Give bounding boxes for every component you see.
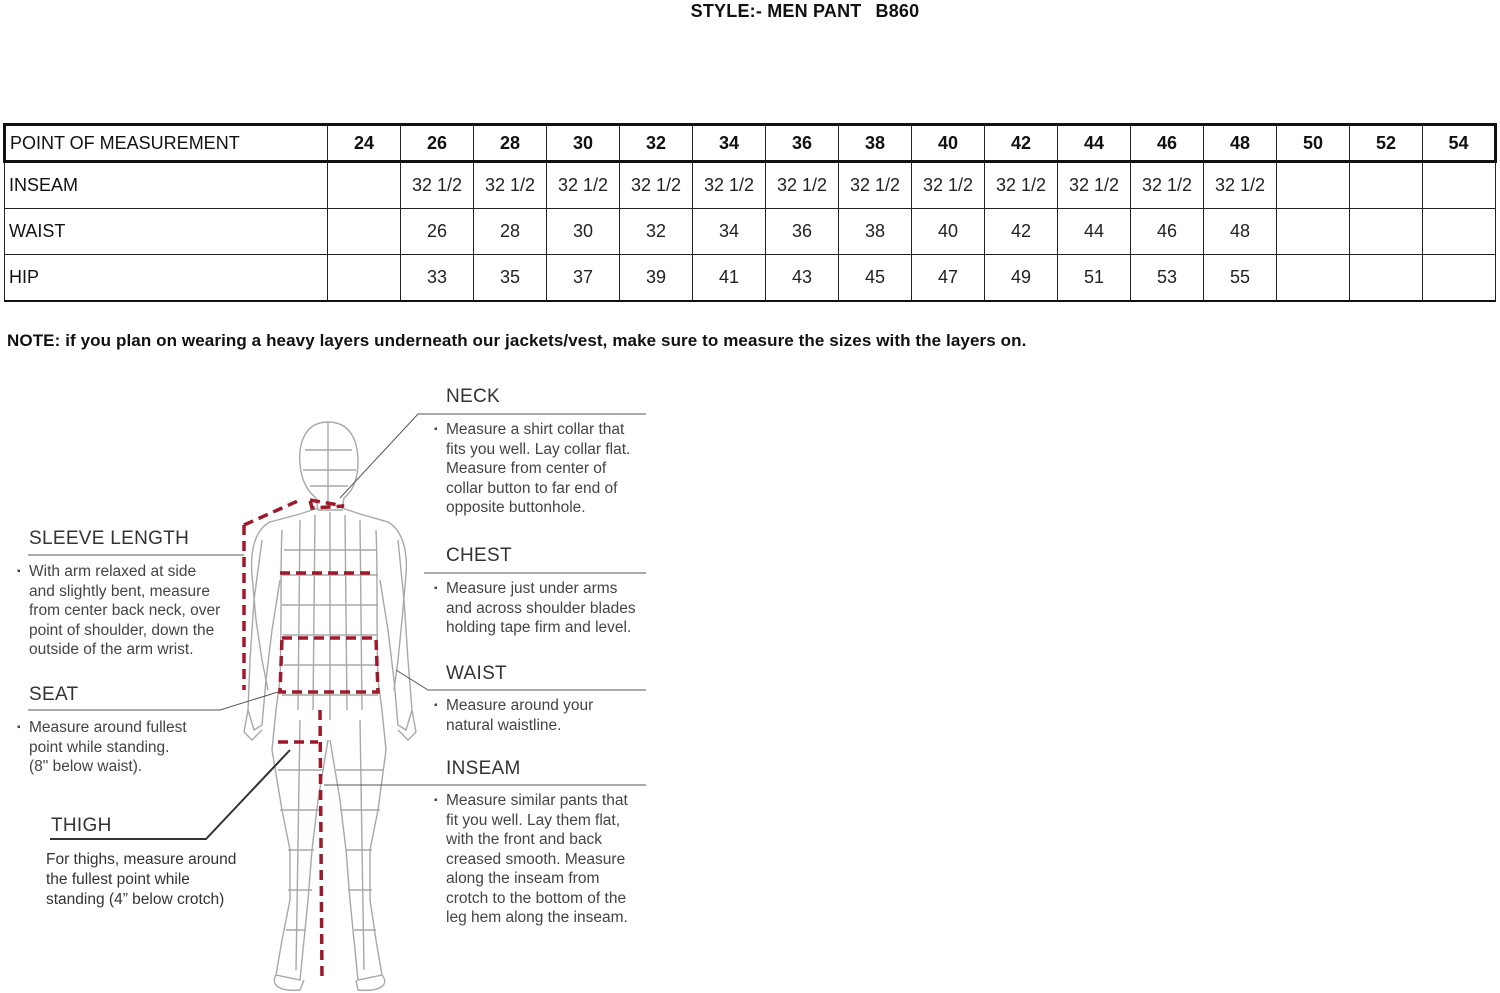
seat-heading: SEAT [29, 684, 79, 705]
instruction-line: standing (4” below crotch) [46, 891, 225, 908]
style-code: B860 [875, 1, 920, 21]
table-cell [1277, 209, 1350, 255]
table-cell: 32 1/2 [1204, 162, 1277, 209]
instruction-line: For thighs, measure around [46, 851, 237, 868]
instruction-line: leg hem along the inseam. [446, 909, 628, 926]
table-cell [328, 162, 401, 209]
table-cell: 35 [474, 255, 547, 302]
row-label: INSEAM [5, 162, 328, 209]
sleeve-length-heading: SLEEVE LENGTH [29, 528, 190, 549]
instruction-line: from center back neck, over [29, 602, 221, 619]
instruction-line: ▪ Measure similar pants that [434, 792, 628, 809]
thigh-heading: THIGH [51, 815, 112, 836]
table-cell [328, 255, 401, 302]
table-cell: 36 [766, 209, 839, 255]
instruction-line: Measure from center of [446, 460, 607, 477]
table-cell: 32 1/2 [1131, 162, 1204, 209]
instruction-line: ▪ Measure a shirt collar that [434, 421, 625, 438]
table-cell: 49 [985, 255, 1058, 302]
table-row [5, 209, 1496, 255]
instruction-line: point while standing. [29, 738, 170, 756]
size-chart-table [3, 123, 1497, 302]
waist-instructions [434, 696, 593, 735]
column-header-size: 54 [1423, 125, 1496, 162]
waist-heading: WAIST [446, 663, 507, 684]
table-cell [1423, 255, 1496, 302]
table-cell: 53 [1131, 255, 1204, 302]
column-header-size: 40 [912, 125, 985, 162]
bullet-icon: ▪ [434, 795, 438, 806]
column-header-size: 26 [401, 125, 474, 162]
table-cell: 48 [1204, 209, 1277, 255]
bullet-icon: ▪ [17, 722, 21, 733]
instruction-line: outside of the arm wrist. [29, 641, 194, 658]
bullet-icon: ▪ [434, 424, 438, 435]
table-cell [1350, 209, 1423, 255]
instruction-line: the fullest point while [46, 871, 190, 888]
chest-instructions [434, 579, 636, 638]
neck-instructions [434, 420, 630, 518]
table-cell: 26 [401, 209, 474, 255]
table-cell: 51 [1058, 255, 1131, 302]
table-cell: 45 [839, 255, 912, 302]
table-cell: 55 [1204, 255, 1277, 302]
measurement-guide [0, 380, 700, 993]
column-header-size: 32 [620, 125, 693, 162]
seat-instructions [17, 718, 187, 777]
instruction-line: (8" below waist). [29, 758, 143, 775]
waist-leader [396, 670, 646, 690]
sleeve-length-instructions [17, 562, 220, 660]
table-cell: 32 1/2 [912, 162, 985, 209]
table-row [5, 255, 1496, 302]
column-header-size: 28 [474, 125, 547, 162]
chest-heading: CHEST [446, 545, 512, 566]
instruction-line: collar button to far end of [446, 479, 618, 497]
table-cell [1277, 162, 1350, 209]
instruction-line: ▪ Measure just under arms [434, 580, 618, 597]
layering-note: NOTE: if you plan on wearing a heavy layers underneath our jackets/vest, make sure to measure the sizes with the layers on. [7, 331, 1027, 350]
column-header-size: 24 [328, 125, 401, 162]
instruction-line: creased smooth. Measure [446, 850, 626, 868]
table-cell: 34 [693, 209, 766, 255]
inseam-heading: INSEAM [446, 758, 521, 779]
inseam-instructions [434, 791, 628, 928]
instruction-line: opposite buttonhole. [446, 499, 586, 516]
bullet-icon: ▪ [17, 566, 21, 577]
inseam-measure-line [320, 710, 322, 980]
instruction-line: ▪ With arm relaxed at side [17, 563, 197, 580]
instruction-line: and across shoulder blades [446, 599, 636, 617]
table-row [5, 162, 1496, 209]
table-cell [1350, 255, 1423, 302]
table-cell: 41 [693, 255, 766, 302]
table-cell [1277, 255, 1350, 302]
instruction-line: crotch to the bottom of the [446, 889, 627, 907]
instruction-line: natural waistline. [446, 716, 562, 734]
measurement-lines [244, 500, 378, 980]
column-header-size: 48 [1204, 125, 1277, 162]
table-cell [1350, 162, 1423, 209]
table-cell: 32 1/2 [1058, 162, 1131, 209]
table-cell: 37 [547, 255, 620, 302]
table-cell: 32 1/2 [474, 162, 547, 209]
row-label: HIP [5, 255, 328, 302]
table-cell [328, 209, 401, 255]
column-header-point-of-measurement: POINT OF MEASUREMENT [5, 125, 328, 162]
table-cell: 32 1/2 [766, 162, 839, 209]
instruction-line: fits you well. Lay collar flat. [446, 440, 631, 458]
column-header-size: 44 [1058, 125, 1131, 162]
table-cell: 38 [839, 209, 912, 255]
table-cell: 32 1/2 [401, 162, 474, 209]
thigh-instructions [46, 850, 236, 910]
column-header-size: 46 [1131, 125, 1204, 162]
table-cell: 32 1/2 [620, 162, 693, 209]
table-cell: 46 [1131, 209, 1204, 255]
table-cell: 32 [620, 209, 693, 255]
table-cell: 32 1/2 [839, 162, 912, 209]
instruction-line: holding tape firm and level. [446, 619, 632, 636]
table-cell: 43 [766, 255, 839, 302]
table-cell: 32 1/2 [985, 162, 1058, 209]
instruction-line: and slightly bent, measure [29, 582, 210, 600]
table-cell [1423, 162, 1496, 209]
column-header-size: 50 [1277, 125, 1350, 162]
instruction-line: along the inseam from [446, 870, 600, 887]
table-cell: 33 [401, 255, 474, 302]
table-cell: 28 [474, 209, 547, 255]
column-header-size: 42 [985, 125, 1058, 162]
column-header-size: 38 [839, 125, 912, 162]
table-cell: 32 1/2 [547, 162, 620, 209]
table-cell: 30 [547, 209, 620, 255]
table-cell [1423, 209, 1496, 255]
table-cell: 32 1/2 [693, 162, 766, 209]
neck-measure-line [310, 500, 344, 508]
table-cell: 39 [620, 255, 693, 302]
table-header-row [5, 125, 1496, 162]
table-cell: 44 [1058, 209, 1131, 255]
style-title [0, 0, 1500, 22]
instruction-line: point of shoulder, down the [29, 621, 215, 639]
column-header-size: 52 [1350, 125, 1423, 162]
instruction-line: ▪ Measure around your [434, 697, 594, 714]
table-cell: 40 [912, 209, 985, 255]
style-label: STYLE:- MEN PANT [690, 1, 862, 21]
column-header-size: 30 [547, 125, 620, 162]
column-header-size: 36 [766, 125, 839, 162]
table-cell: 47 [912, 255, 985, 302]
table-cell: 42 [985, 209, 1058, 255]
instruction-line: with the front and back [446, 831, 602, 848]
neck-heading: NECK [446, 386, 500, 407]
row-label: WAIST [5, 209, 328, 255]
column-header-size: 34 [693, 125, 766, 162]
instruction-line: fit you well. Lay them flat, [446, 811, 621, 829]
instruction-line: ▪ Measure around fullest [17, 719, 187, 736]
bullet-icon: ▪ [434, 583, 438, 594]
bullet-icon: ▪ [434, 700, 438, 711]
